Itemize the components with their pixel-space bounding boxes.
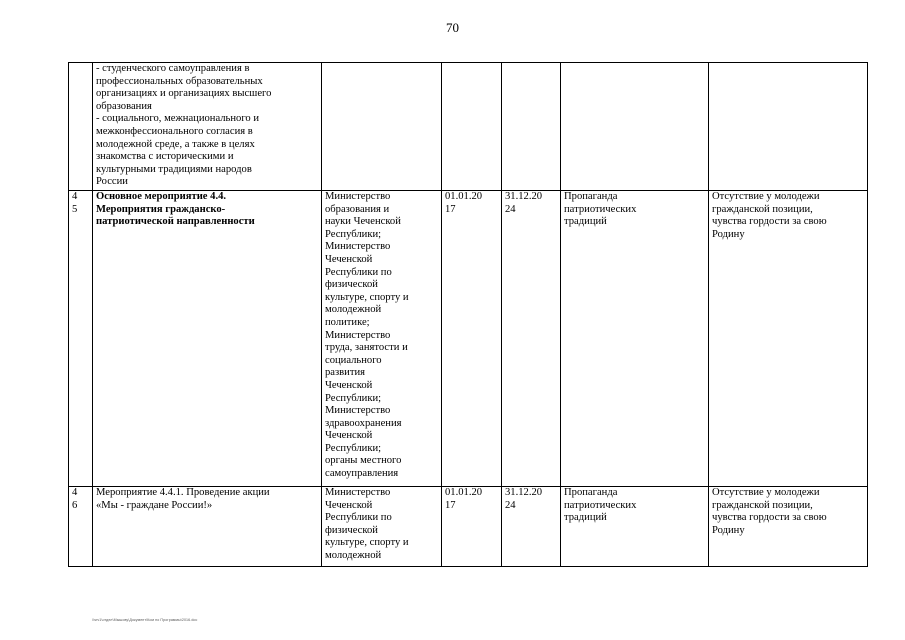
table-body (69, 63, 868, 567)
expected-result-cell-text: Пропаганда патриотических традиций (564, 487, 637, 524)
activity-name-cell-text: Мероприятие 4.4.1. Проведение акции «Мы - граждане России!» (96, 487, 270, 511)
executor-cell (322, 191, 442, 487)
table-row (69, 191, 868, 487)
row-number-cell (69, 191, 93, 487)
executor-cell-text: Министерство образования и науки Чеченской Республики; Министерство Чеченской Республики по физической культуре, спорту и молодежной политике; Министерство труда, занятости и социального развития Чеченской Республики; Министерство здравоохранения Чеченской Республики; органы местного самоуправления (325, 191, 409, 480)
table-row (69, 63, 868, 191)
activity-name-cell (93, 63, 322, 191)
start-date-cell (442, 487, 502, 567)
end-date-cell (502, 191, 561, 487)
row-number-cell-text: 4 6 (72, 487, 78, 511)
consequence-cell-text: Отсутствие у молодежи гражданской позиции, чувства гордости за свою Родину (712, 487, 827, 536)
program-table (68, 62, 868, 567)
activity-name-cell (93, 191, 322, 487)
end-date-cell (502, 487, 561, 567)
consequence-cell-text: Отсутствие у молодежи гражданской позиции, чувства гордости за свою Родину (712, 191, 827, 240)
start-date-cell-text: 01.01.20 17 (445, 191, 483, 215)
row-number-cell (69, 487, 93, 567)
row-number-cell (69, 63, 93, 191)
expected-result-cell-text: Пропаганда патриотических традиций (564, 191, 637, 228)
expected-result-cell (561, 191, 709, 487)
end-date-cell (502, 63, 561, 191)
start-date-cell-text: 01.01.20 17 (445, 487, 483, 511)
consequence-cell (709, 191, 868, 487)
page-number: 70 (446, 20, 459, 35)
start-date-cell (442, 63, 502, 191)
consequence-cell (709, 487, 868, 567)
expected-result-cell (561, 487, 709, 567)
activity-name-cell-text: - студенческого самоуправления в профессиональных образовательных организациях и организациях высшего образования - социального, межнационального и межконфессионального согласия в молодежной среде, а также в целях знакомства с историческими и культурными традициями народов России (96, 63, 272, 188)
activity-name-cell (93, 487, 322, 567)
start-date-cell (442, 191, 502, 487)
consequence-cell (709, 63, 868, 191)
end-date-cell-text: 31.12.20 24 (505, 191, 543, 215)
footer-file-path: \\srv1\отдел\Мышову\Документ\Ком по Программы\2016.doc (92, 618, 198, 622)
executor-cell (322, 487, 442, 567)
executor-cell-text: Министерство Чеченской Республики по физической культуре, спорту и молодежной (325, 487, 409, 561)
row-number-cell-text: 4 5 (72, 191, 78, 215)
activity-name-cell-text: Основное мероприятие 4.4. Мероприятия гражданско- патриотической направленности (96, 191, 255, 228)
expected-result-cell (561, 63, 709, 191)
table-row (69, 487, 868, 567)
end-date-cell-text: 31.12.20 24 (505, 487, 543, 511)
executor-cell (322, 63, 442, 191)
